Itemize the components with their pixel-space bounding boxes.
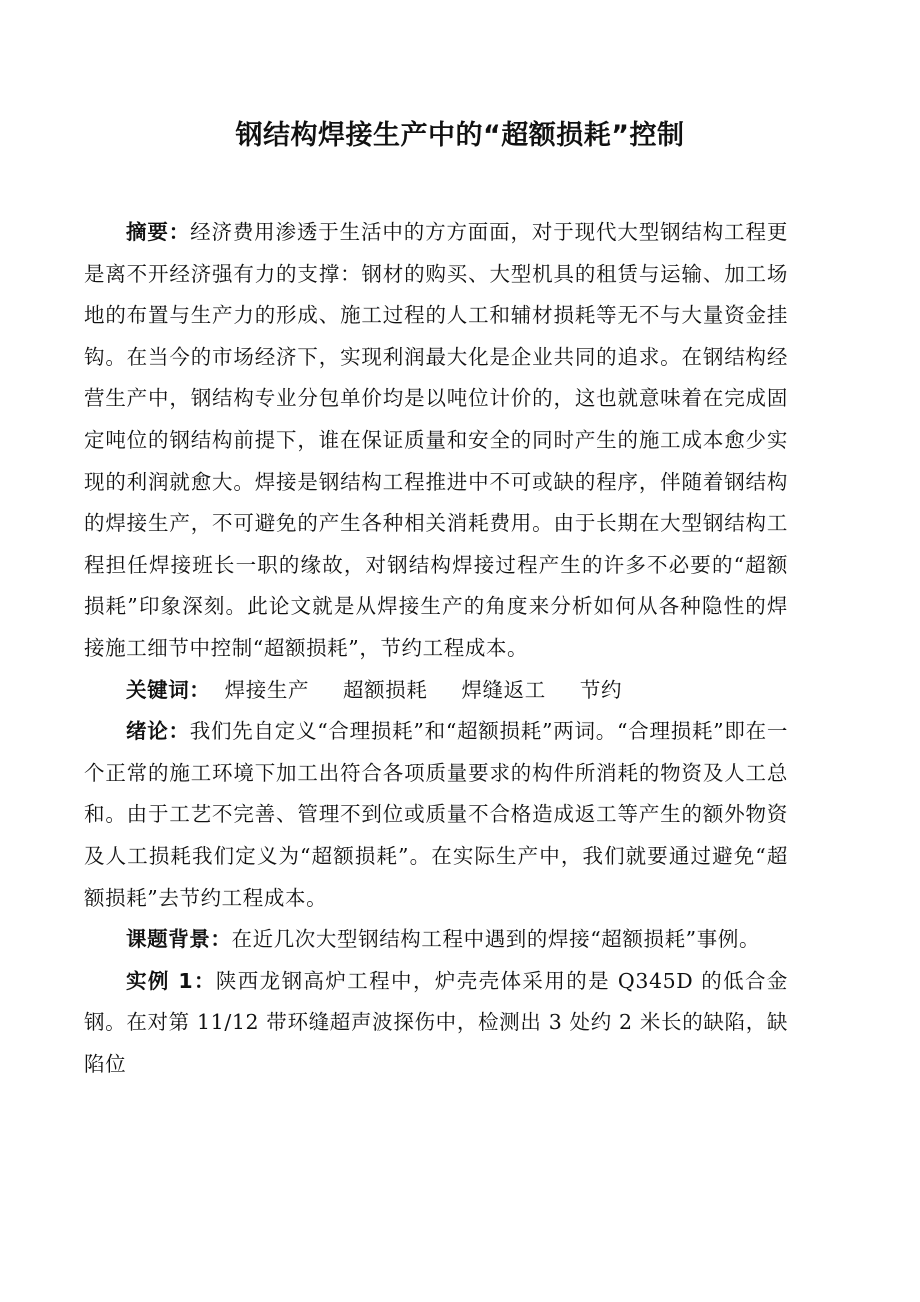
introduction-paragraph xyxy=(84,711,788,919)
background-label: 课题背景： xyxy=(126,927,232,952)
keyword-item: 节约 xyxy=(579,677,623,702)
introduction-label: 绪论： xyxy=(126,719,190,744)
abstract-paragraph xyxy=(84,212,788,670)
example1-paragraph xyxy=(84,961,788,1086)
example1-label: 实例 1： xyxy=(126,968,216,993)
abstract-text: 经济费用渗透于生活中的方方面面，对于现代大型钢结构工程更是离不开经济强有力的支撑：钢材的购买、大型机具的租赁与运输、加工场地的布置与生产力的形成、施工过程的人工和辅材损耗等无不与大量资金挂钩。在当今的市场经济下，实现利润最大化是企业共同的追求。在钢结构经营生产中，钢结构专业分包单价均是以吨位计价的，这也就意味着在完成固定吨位的钢结构前提下，谁在保证质量和安全的同时产生的施工成本愈少实现的利润就愈大。焊接是钢结构工程推进中不可或缺的程序，伴随着钢结构的焊接生产，不可避免的产生各种相关消耗费用。由于长期在大型钢结构工程担任焊接班长一职的缘故，对钢结构焊接过程产生的许多不必要的“超额损耗”印象深刻。此论文就是从焊接生产的角度来分析如何从各种隐性的焊接施工细节中控制“超额损耗”，节约工程成本。 xyxy=(84,220,788,660)
keyword-item: 超额损耗 xyxy=(343,677,428,702)
keywords-paragraph xyxy=(84,670,788,712)
introduction-text: 我们先自定义“合理损耗”和“超额损耗”两词。“合理损耗”即在一个正常的施工环境下加工出符合各项质量要求的构件所消耗的物资及人工总和。由于工艺不完善、管理不到位或质量不合格造成返工等产生的额外物资及人工损耗我们定义为“超额损耗”。在实际生产中，我们就要通过避免“超额损耗”去节约工程成本。 xyxy=(84,719,788,910)
keyword-item: 焊接生产 xyxy=(224,677,310,702)
keyword-item: 焊缝返工 xyxy=(461,677,546,702)
background-text: 在近几次大型钢结构工程中遇到的焊接“超额损耗”事例。 xyxy=(231,927,761,952)
example1-text: 陕西龙钢高炉工程中，炉壳壳体采用的是 Q345D 的低合金钢。在对第 11/12 带环缝超声波探伤中，检测出 3 处约 2 米长的缺陷，缺陷位 xyxy=(84,968,788,1076)
abstract-label: 摘要： xyxy=(126,220,191,244)
background-paragraph xyxy=(84,919,788,961)
document-title: 钢结构焊接生产中的“超额损耗”控制 xyxy=(235,120,685,151)
keywords-label: 关键词： xyxy=(126,677,211,702)
document-body xyxy=(84,212,788,1085)
